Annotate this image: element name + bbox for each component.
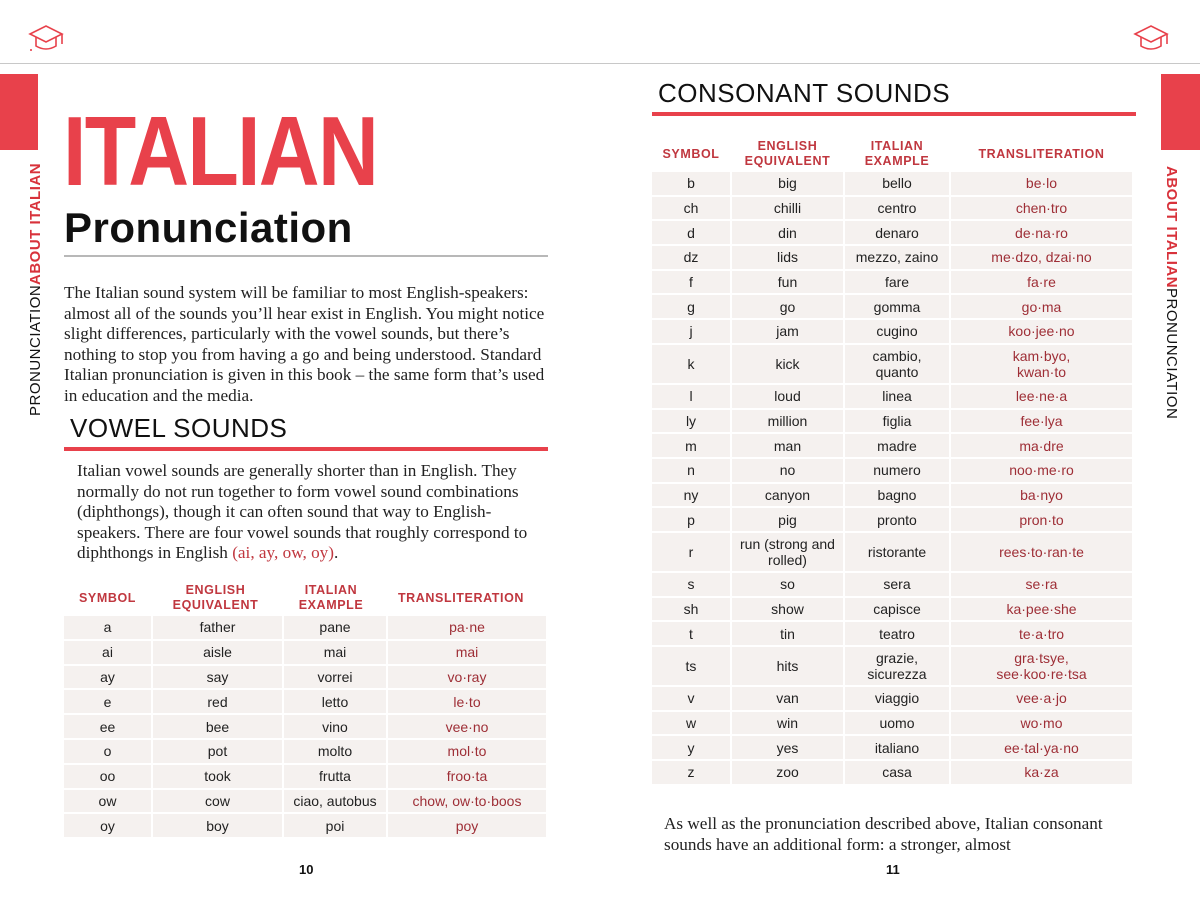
consonant-heading-rule [652, 112, 1136, 116]
table-row [652, 197, 1134, 220]
english-equivalent-cell: van [732, 687, 843, 710]
transliteration-cell: se·ra [951, 573, 1132, 596]
english-equivalent-cell: jam [732, 320, 843, 343]
closing-paragraph: As well as the pronunciation described above, Italian consonant sounds have an additional form: a stronger, almost [664, 814, 1103, 854]
italian-example-cell: pane [284, 616, 386, 639]
symbol-cell: ny [652, 484, 730, 507]
transliteration-cell: fee·lya [951, 410, 1132, 433]
table-row [652, 246, 1134, 269]
transliteration-cell: koo·jee·no [951, 320, 1132, 343]
italian-example-cell: ristorante [845, 533, 949, 571]
english-equivalent-cell: say [153, 666, 282, 689]
transliteration-cell: vo·ray [388, 666, 546, 689]
vowel-intro-highlight: (ai, ay, ow, oy) [232, 543, 335, 563]
page-number-left: 10 [299, 862, 314, 877]
transliteration-cell: ba·nyo [951, 484, 1132, 507]
symbol-cell: e [64, 690, 151, 713]
transliteration-cell: kam·byo, kwan·to [951, 345, 1132, 383]
table-header [652, 136, 1134, 172]
graduation-cap-icon [28, 22, 64, 56]
table-row [652, 598, 1134, 621]
italian-example-cell: uomo [845, 712, 949, 735]
symbol-cell: f [652, 271, 730, 294]
symbol-cell: v [652, 687, 730, 710]
table-row [652, 410, 1134, 433]
transliteration-cell: me·dzo, dzai·no [951, 246, 1132, 269]
transliteration-cell: ka·pee·she [951, 598, 1132, 621]
italian-example-cell: denaro [845, 221, 949, 244]
symbol-cell: oy [64, 814, 151, 837]
column-header: ITALIAN EXAMPLE [864, 139, 930, 168]
table-row [652, 434, 1134, 457]
english-equivalent-cell: show [732, 598, 843, 621]
side-label-left [27, 162, 44, 416]
table-row [652, 484, 1134, 507]
italian-example-cell: capisce [845, 598, 949, 621]
italian-example-cell: vino [284, 715, 386, 738]
vowel-intro-end: . [334, 543, 339, 563]
table-row [652, 271, 1134, 294]
vowel-table [64, 580, 546, 839]
transliteration-cell: gra·tsye, see·koo·re·tsa [951, 647, 1132, 685]
column-header: TRANSLITERATION [397, 590, 525, 605]
transliteration-cell: froo·ta [388, 765, 546, 788]
column-header: ITALIAN EXAMPLE [298, 583, 364, 612]
italian-example-cell: teatro [845, 622, 949, 645]
symbol-cell: n [652, 459, 730, 482]
table-row [652, 622, 1134, 645]
english-equivalent-cell: tin [732, 622, 843, 645]
symbol-cell: o [64, 740, 151, 763]
english-equivalent-cell: cow [153, 790, 282, 813]
english-equivalent-cell: canyon [732, 484, 843, 507]
consonant-table [652, 136, 1134, 786]
table-row [652, 761, 1134, 784]
english-equivalent-cell: hits [732, 647, 843, 685]
transliteration-cell: mol·to [388, 740, 546, 763]
table-row [652, 687, 1134, 710]
column-header: ENGLISH EQUIVALENT [744, 139, 831, 168]
english-equivalent-cell: red [153, 690, 282, 713]
symbol-cell: ow [64, 790, 151, 813]
symbol-cell: ly [652, 410, 730, 433]
table-row [64, 715, 546, 738]
english-equivalent-cell: bee [153, 715, 282, 738]
transliteration-cell: be·lo [951, 172, 1132, 195]
english-equivalent-cell: lids [732, 246, 843, 269]
table-row [652, 533, 1134, 571]
table-row [64, 690, 546, 713]
english-equivalent-cell: big [732, 172, 843, 195]
transliteration-cell: vee·a·jo [951, 687, 1132, 710]
symbol-cell: ai [64, 641, 151, 664]
english-equivalent-cell: pig [732, 508, 843, 531]
title-divider [64, 255, 548, 257]
graduation-cap-icon [1133, 22, 1169, 56]
italian-example-cell: vorrei [284, 666, 386, 689]
table-row [64, 641, 546, 664]
english-equivalent-cell: kick [732, 345, 843, 383]
symbol-cell: dz [652, 246, 730, 269]
table-row [652, 712, 1134, 735]
transliteration-cell: le·to [388, 690, 546, 713]
symbol-cell: ay [64, 666, 151, 689]
symbol-cell: a [64, 616, 151, 639]
transliteration-cell: ma·dre [951, 434, 1132, 457]
table-row [652, 221, 1134, 244]
english-equivalent-cell: boy [153, 814, 282, 837]
english-equivalent-cell: so [732, 573, 843, 596]
symbol-cell: m [652, 434, 730, 457]
italian-example-cell: numero [845, 459, 949, 482]
column-header: ENGLISH EQUIVALENT [172, 583, 259, 612]
english-equivalent-cell: no [732, 459, 843, 482]
english-equivalent-cell: win [732, 712, 843, 735]
symbol-cell: ee [64, 715, 151, 738]
page-number-right: 11 [886, 862, 900, 877]
transliteration-cell: chen·tro [951, 197, 1132, 220]
table-header [64, 580, 546, 616]
column-header: SYMBOL [662, 146, 720, 161]
page-title: ITALIAN [63, 96, 378, 206]
intro-paragraph: The Italian sound system will be familiar to most English-speakers: almost all of the sounds you’ll hear exist in English. You might notice slight differences, particularly with the vowel sounds, but there’s nothing to stop you from having a go and being understood. Standard Italian pronunciation is given in this book – the same form that’s used in education and the media. [64, 283, 545, 405]
table-row [64, 765, 546, 788]
symbol-cell: b [652, 172, 730, 195]
transliteration-cell: vee·no [388, 715, 546, 738]
transliteration-cell: poy [388, 814, 546, 837]
table-row [64, 666, 546, 689]
consonant-sounds-heading: CONSONANT SOUNDS [658, 78, 951, 108]
italian-example-cell: gomma [845, 295, 949, 318]
symbol-cell: y [652, 736, 730, 759]
side-label-strong: ABOUT ITALIAN [27, 162, 44, 285]
symbol-cell: g [652, 295, 730, 318]
symbol-cell: l [652, 385, 730, 408]
english-equivalent-cell: din [732, 221, 843, 244]
side-label-strong: ABOUT ITALIAN [1163, 166, 1180, 289]
italian-example-cell: grazie, sicurezza [845, 647, 949, 685]
vowel-intro-paragraph [77, 461, 547, 564]
transliteration-cell: lee·ne·a [951, 385, 1132, 408]
table-row [64, 740, 546, 763]
transliteration-cell: pron·to [951, 508, 1132, 531]
english-equivalent-cell: took [153, 765, 282, 788]
transliteration-cell: de·na·ro [951, 221, 1132, 244]
english-equivalent-cell: fun [732, 271, 843, 294]
italian-example-cell: ciao, autobus [284, 790, 386, 813]
table-row [64, 814, 546, 837]
vowel-intro-text: Italian vowel sounds are generally shorter than in English. They normally do not run together to form vowel sound combinations (diphthongs), though it can often sound that way to English-speakers. There are four vowel sounds that roughly correspond to diphthongs in English [77, 461, 528, 563]
symbol-cell: z [652, 761, 730, 784]
column-header: TRANSLITERATION [978, 146, 1105, 161]
italian-example-cell: fare [845, 271, 949, 294]
transliteration-cell: chow, ow·to·boos [388, 790, 546, 813]
symbol-cell: t [652, 622, 730, 645]
table-row [652, 647, 1134, 685]
english-equivalent-cell: yes [732, 736, 843, 759]
table-row [652, 172, 1134, 195]
transliteration-cell: go·ma [951, 295, 1132, 318]
english-equivalent-cell: loud [732, 385, 843, 408]
symbol-cell: w [652, 712, 730, 735]
transliteration-cell: rees·to·ran·te [951, 533, 1132, 571]
symbol-cell: k [652, 345, 730, 383]
side-label-plain: PRONUNCIATION [1163, 288, 1180, 420]
italian-example-cell: mezzo, zaino [845, 246, 949, 269]
italian-example-cell: viaggio [845, 687, 949, 710]
chapter-tab-right [1161, 74, 1200, 150]
transliteration-cell: fa·re [951, 271, 1132, 294]
symbol-cell: s [652, 573, 730, 596]
symbol-cell: sh [652, 598, 730, 621]
header-rule [0, 63, 1200, 64]
column-header: SYMBOL [78, 590, 137, 605]
transliteration-cell: te·a·tro [951, 622, 1132, 645]
italian-example-cell: cugino [845, 320, 949, 343]
italian-example-cell: sera [845, 573, 949, 596]
transliteration-cell: wo·mo [951, 712, 1132, 735]
page-subtitle: Pronunciation [64, 204, 353, 251]
symbol-cell: d [652, 221, 730, 244]
table-row [64, 616, 546, 639]
italian-example-cell: mai [284, 641, 386, 664]
table-row [652, 385, 1134, 408]
italian-example-cell: madre [845, 434, 949, 457]
table-row [652, 459, 1134, 482]
table-row [652, 295, 1134, 318]
english-equivalent-cell: chilli [732, 197, 843, 220]
italian-example-cell: bello [845, 172, 949, 195]
italian-example-cell: bagno [845, 484, 949, 507]
side-label-plain: PRONUNCIATION [27, 284, 44, 416]
symbol-cell: r [652, 533, 730, 571]
italian-example-cell: centro [845, 197, 949, 220]
italian-example-cell: poi [284, 814, 386, 837]
english-equivalent-cell: aisle [153, 641, 282, 664]
italian-example-cell: frutta [284, 765, 386, 788]
italian-example-cell: cambio, quanto [845, 345, 949, 383]
table-row [64, 790, 546, 813]
italian-example-cell: italiano [845, 736, 949, 759]
english-equivalent-cell: man [732, 434, 843, 457]
symbol-cell: ch [652, 197, 730, 220]
symbol-cell: p [652, 508, 730, 531]
transliteration-cell: mai [388, 641, 546, 664]
vowel-sounds-heading: VOWEL SOUNDS [70, 413, 288, 443]
italian-example-cell: casa [845, 761, 949, 784]
italian-example-cell: pronto [845, 508, 949, 531]
symbol-cell: j [652, 320, 730, 343]
table-row [652, 345, 1134, 383]
table-row [652, 736, 1134, 759]
english-equivalent-cell: run (strong and rolled) [732, 533, 843, 571]
english-equivalent-cell: million [732, 410, 843, 433]
italian-example-cell: molto [284, 740, 386, 763]
english-equivalent-cell: father [153, 616, 282, 639]
english-equivalent-cell: pot [153, 740, 282, 763]
english-equivalent-cell: zoo [732, 761, 843, 784]
symbol-cell: ts [652, 647, 730, 685]
transliteration-cell: ka·za [951, 761, 1132, 784]
transliteration-cell: ee·tal·ya·no [951, 736, 1132, 759]
table-row [652, 508, 1134, 531]
table-row [652, 320, 1134, 343]
symbol-cell: oo [64, 765, 151, 788]
transliteration-cell: noo·me·ro [951, 459, 1132, 482]
table-row [652, 573, 1134, 596]
italian-example-cell: linea [845, 385, 949, 408]
chapter-tab-left [0, 74, 38, 150]
english-equivalent-cell: go [732, 295, 843, 318]
vowel-heading-rule [64, 447, 548, 451]
italian-example-cell: figlia [845, 410, 949, 433]
side-label-right [1163, 166, 1180, 420]
italian-example-cell: letto [284, 690, 386, 713]
transliteration-cell: pa·ne [388, 616, 546, 639]
